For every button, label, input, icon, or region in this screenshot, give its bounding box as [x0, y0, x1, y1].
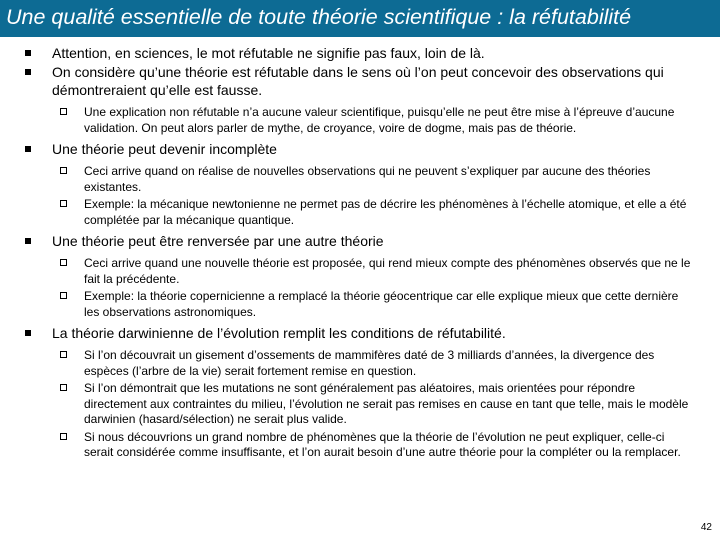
hollow-square-bullet-icon: [60, 384, 67, 391]
slide-title: Une qualité essentielle de toute théorie scientifique : la réfutabilité: [6, 5, 632, 29]
bullet-text: Ceci arrive quand on réalise de nouvelles observations qui ne peuvent s’expliquer par aucune des théories existantes.: [84, 164, 651, 194]
bullet-text: Une théorie peut être renversée par une autre théorie: [52, 233, 384, 249]
square-bullet-icon: [25, 238, 31, 244]
sub-bullet-item: [84, 289, 694, 320]
sub-bullet-item: [84, 348, 694, 379]
square-bullet-icon: [25, 69, 31, 75]
hollow-square-bullet-icon: [60, 351, 67, 358]
square-bullet-icon: [25, 330, 31, 336]
sub-bullet-item: [84, 105, 694, 136]
bullet-text: Attention, en sciences, le mot réfutable ne signifie pas faux, loin de là.: [52, 45, 485, 61]
square-bullet-icon: [25, 50, 31, 56]
sub-bullet-item: [84, 430, 694, 461]
bullet-item: [52, 63, 702, 99]
bullet-item: [52, 44, 702, 62]
hollow-square-bullet-icon: [60, 292, 67, 299]
bullet-text: Ceci arrive quand une nouvelle théorie est proposée, qui rend mieux compte des phénomènes observés que ne le fait la précédente.: [84, 256, 691, 286]
bullet-text: Si l’on démontrait que les mutations ne sont généralement pas aléatoires, mais orientées pour répondre directement aux contraintes du milieu, l’évolution ne serait pas remises en cause en tant que telle, mais le modèle darwinien (hasard/sélection) ne serait plus valide.: [84, 381, 689, 426]
hollow-square-bullet-icon: [60, 167, 67, 174]
title-bar: [0, 0, 720, 37]
sub-bullet-item: [84, 164, 694, 195]
bullet-text: On considère qu’une théorie est réfutable dans le sens où l’on peut concevoir des observations qui démontreraient qu’elle est fausse.: [52, 64, 664, 98]
square-bullet-icon: [25, 146, 31, 152]
bullet-text: Exemple: la mécanique newtonienne ne permet pas de décrire les phénomènes à l’échelle atomique, et elle a été complétée par la mécanique quantique.: [84, 197, 687, 227]
page-number: 42: [700, 522, 712, 533]
bullet-text: Une théorie peut devenir incomplète: [52, 141, 277, 157]
hollow-square-bullet-icon: [60, 433, 67, 440]
hollow-square-bullet-icon: [60, 200, 67, 207]
bullet-text: Exemple: la théorie copernicienne a remplacé la théorie géocentrique car elle explique mieux que cette dernière les observations astronomiques.: [84, 289, 679, 319]
sub-bullet-item: [84, 256, 694, 287]
bullet-text: Si l’on découvrait un gisement d’ossements de mammifères daté de 3 milliards d’années, la divergence des espèces (l’arbre de la vie) serait fortement remise en question.: [84, 348, 655, 378]
hollow-square-bullet-icon: [60, 259, 67, 266]
bullet-text: La théorie darwinienne de l’évolution remplit les conditions de réfutabilité.: [52, 325, 506, 341]
sub-bullet-item: [84, 381, 694, 428]
bullet-text: Une explication non réfutable n’a aucune valeur scientifique, puisqu’elle ne peut être mise à l’épreuve d’aucune validation. On peut alors parler de mythe, de croyance, voire de dogme, mais pas de théorie.: [84, 105, 675, 135]
sub-bullet-item: [84, 197, 694, 228]
bullet-list: [0, 44, 720, 461]
bullet-text: Si nous découvrions un grand nombre de phénomènes que la théorie de l’évolution ne peut expliquer, celle-ci serait considérée comme insuffisante, et l’on aurait besoin d’une autre théorie pour la compléter ou la remplacer.: [84, 429, 681, 459]
bullet-item: [52, 324, 702, 342]
hollow-square-bullet-icon: [60, 108, 67, 115]
bullet-item: [52, 232, 702, 250]
bullet-item: [52, 140, 702, 158]
